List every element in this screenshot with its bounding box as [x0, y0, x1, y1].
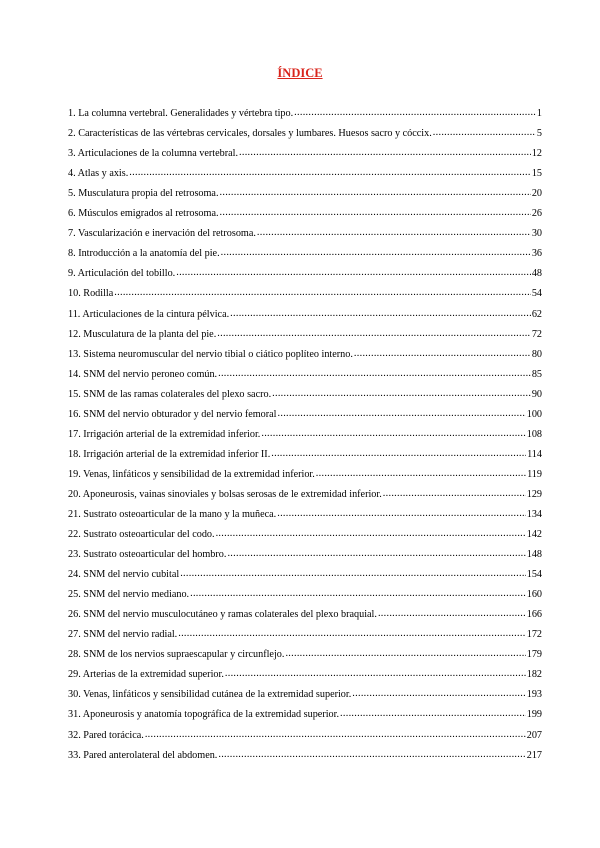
toc-entry-title: 14. SNM del nervio peroneo común.: [68, 368, 218, 380]
toc-entry-title: 15. SNM de las ramas colaterales del plexo sacro.: [68, 388, 272, 400]
dot-leader: [218, 368, 531, 380]
dot-leader: [239, 147, 531, 159]
toc-entry-page-number: 114: [527, 448, 542, 460]
toc-entry-title: 16. SNM del nervio obturador y del nervio femoral: [68, 408, 277, 420]
toc-entry[interactable]: [68, 140, 542, 160]
toc-entry-page-number: 217: [526, 749, 542, 761]
toc-entry-title: 22. Sustrato osteoarticular del codo.: [68, 529, 215, 541]
toc-entry[interactable]: [68, 180, 542, 200]
toc-entry-page-number: 154: [526, 569, 542, 581]
toc-entry-title: 13. Sistema neuromuscular del nervio tibial o ciático poplíteo interno.: [68, 348, 353, 360]
toc-entry-page-number: 48: [531, 268, 542, 280]
toc-entry-page-number: 100: [526, 408, 542, 420]
toc-entry-page-number: 142: [526, 529, 542, 541]
toc-entry-page-number: 5: [536, 128, 542, 140]
toc-entry[interactable]: [68, 280, 542, 300]
toc-entry[interactable]: [68, 481, 542, 501]
toc-entry[interactable]: [68, 341, 542, 361]
toc-entry[interactable]: [68, 461, 542, 481]
toc-entry-page-number: 85: [531, 368, 542, 380]
toc-entry-title: 19. Venas, linfáticos y sensibilidad de la extremidad inferior.: [68, 468, 315, 480]
toc-entry[interactable]: [68, 721, 542, 741]
toc-entry-title: 9. Articulación del tobillo.: [68, 268, 176, 280]
toc-entry[interactable]: [68, 421, 542, 441]
toc-entry[interactable]: [68, 561, 542, 581]
toc-entry[interactable]: [68, 641, 542, 661]
dot-leader: [352, 688, 525, 700]
toc-entry[interactable]: [68, 220, 542, 240]
dot-leader: [178, 628, 526, 640]
toc-entry-page-number: 90: [531, 388, 542, 400]
toc-entry-title: 10. Rodilla: [68, 288, 114, 300]
dot-leader: [180, 568, 526, 580]
dot-leader: [227, 548, 525, 560]
toc-entry-title: 20. Aponeurosis, vainas sinoviales y bolsas serosas de le extremidad inferior.: [68, 488, 382, 500]
toc-entry[interactable]: [68, 742, 542, 762]
toc-entry[interactable]: [68, 240, 542, 260]
toc-entry[interactable]: [68, 300, 542, 320]
dot-leader: [271, 448, 526, 460]
toc-entry[interactable]: [68, 681, 542, 701]
toc-entry-title: 24. SNM del nervio cubital: [68, 569, 180, 581]
toc-entry-page-number: 80: [531, 348, 542, 360]
toc-entry[interactable]: [68, 321, 542, 341]
toc-entry-page-number: 148: [526, 549, 542, 561]
toc-entry-title: 1. La columna vertebral. Generalidades y vértebra tipo.: [68, 108, 294, 120]
toc-entry[interactable]: [68, 100, 542, 120]
toc-entry[interactable]: [68, 601, 542, 621]
dot-leader: [378, 608, 526, 620]
dot-leader: [257, 227, 531, 239]
toc-entry-title: 26. SNM del nervio musculocutáneo y ramas colaterales del plexo braquial.: [68, 609, 377, 621]
dot-leader: [383, 488, 526, 500]
toc-entry-title: 3. Articulaciones de la columna vertebral.: [68, 148, 239, 160]
toc-entry-title: 25. SNM del nervio mediano.: [68, 589, 190, 601]
toc-entry-title: 4. Atlas y axis.: [68, 168, 129, 180]
toc-entry-title: 2. Características de las vértebras cervicales, dorsales y lumbares. Huesos sacro y cóccix.: [68, 128, 432, 140]
toc-entry-page-number: 62: [531, 308, 542, 320]
toc-entry-page-number: 207: [526, 729, 542, 741]
toc-entry-title: 11. Articulaciones de la cintura pélvica.: [68, 308, 230, 320]
dot-leader: [220, 187, 531, 199]
toc-entry-page-number: 108: [526, 428, 542, 440]
toc-entry-title: 28. SNM de los nervios supraescapular y circunflejo.: [68, 649, 285, 661]
dot-leader: [225, 668, 526, 680]
toc-entry-page-number: 129: [526, 488, 542, 500]
page-title: ÍNDICE: [277, 66, 323, 80]
toc-entry[interactable]: [68, 701, 542, 721]
toc-entry[interactable]: [68, 581, 542, 601]
toc-entry-title: 30. Venas, linfáticos y sensibilidad cutánea de la extremidad superior.: [68, 689, 352, 701]
toc-entry-title: 6. Músculos emigrados al retrosoma.: [68, 208, 219, 220]
dot-leader: [316, 468, 526, 480]
toc-entry-title: 17. Irrigación arterial de la extremidad inferior.: [68, 428, 261, 440]
dot-leader: [277, 508, 526, 520]
toc-entry-title: 31. Aponeurosis y anatomía topográfica de la extremidad superior.: [68, 709, 340, 721]
dot-leader: [278, 408, 526, 420]
dot-leader: [354, 348, 531, 360]
dot-leader: [340, 708, 526, 720]
toc-entry-page-number: 166: [526, 609, 542, 621]
toc-entry-title: 29. Arterias de la extremidad superior.: [68, 669, 224, 681]
dot-leader: [285, 648, 525, 660]
toc-entry-page-number: 15: [531, 168, 542, 180]
toc-entry-page-number: 182: [526, 669, 542, 681]
dot-leader: [218, 749, 525, 761]
toc-entry-title: 12. Musculatura de la planta del pie.: [68, 328, 217, 340]
toc-entry-title: 21. Sustrato osteoarticular de la mano y la muñeca.: [68, 508, 277, 520]
toc-entry[interactable]: [68, 541, 542, 561]
toc-entry-page-number: 193: [526, 689, 542, 701]
toc-entry-title: 18. Irrigación arterial de la extremidad inferior II.: [68, 448, 271, 460]
toc-entry-page-number: 179: [526, 649, 542, 661]
dot-leader: [294, 107, 536, 119]
dot-leader: [221, 247, 531, 259]
toc-entry[interactable]: [68, 381, 542, 401]
toc-entry-page-number: 199: [526, 709, 542, 721]
toc-entry-page-number: 72: [531, 328, 542, 340]
toc-entry[interactable]: [68, 361, 542, 381]
dot-leader: [129, 167, 531, 179]
toc-entry[interactable]: [68, 160, 542, 180]
toc-entry-page-number: 30: [531, 228, 542, 240]
toc-entry[interactable]: [68, 120, 542, 140]
toc-entry[interactable]: [68, 501, 542, 521]
toc-entry-page-number: 54: [531, 288, 542, 300]
dot-leader: [220, 207, 531, 219]
toc-entry-page-number: 134: [526, 508, 542, 520]
toc-entry[interactable]: [68, 401, 542, 421]
toc-entry-title: 8. Introducción a la anatomía del pie.: [68, 248, 220, 260]
dot-leader: [114, 287, 531, 299]
dot-leader: [176, 267, 531, 279]
dot-leader: [433, 127, 536, 139]
toc-entry-page-number: 36: [531, 248, 542, 260]
dot-leader: [217, 328, 531, 340]
dot-leader: [261, 428, 525, 440]
toc-entry-title: 27. SNM del nervio radial.: [68, 629, 178, 641]
toc-entry-page-number: 119: [527, 468, 542, 480]
toc-entry[interactable]: [68, 260, 542, 280]
toc-entry-page-number: 172: [526, 629, 542, 641]
dot-leader: [230, 308, 531, 320]
toc-entry-page-number: 12: [531, 148, 542, 160]
toc-entry-page-number: 160: [526, 589, 542, 601]
dot-leader: [145, 729, 526, 741]
toc-entry-title: 23. Sustrato osteoarticular del hombro.: [68, 549, 227, 561]
table-of-contents: [68, 100, 542, 762]
toc-entry[interactable]: [68, 200, 542, 220]
dot-leader: [190, 588, 526, 600]
toc-entry-title: 5. Musculatura propia del retrosoma.: [68, 188, 219, 200]
toc-entry-title: 7. Vascularización e inervación del retrosoma.: [68, 228, 256, 240]
toc-entry-page-number: 26: [531, 208, 542, 220]
toc-entry[interactable]: [68, 621, 542, 641]
dot-leader: [272, 388, 531, 400]
toc-entry[interactable]: [68, 441, 542, 461]
toc-entry-title: 32. Pared torácica.: [68, 729, 144, 741]
toc-entry-page-number: 1: [536, 108, 542, 120]
toc-entry-title: 33. Pared anterolateral del abdomen.: [68, 749, 218, 761]
toc-entry[interactable]: [68, 661, 542, 681]
dot-leader: [216, 528, 526, 540]
toc-entry-page-number: 20: [531, 188, 542, 200]
toc-entry[interactable]: [68, 521, 542, 541]
